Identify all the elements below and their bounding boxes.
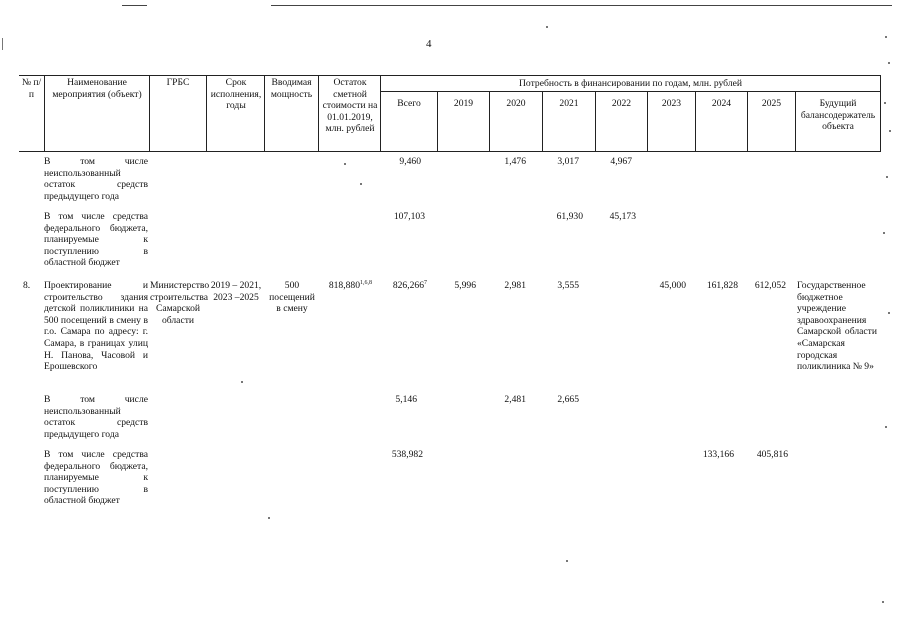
- row-3-2021: 3,555: [557, 280, 579, 291]
- row-3-holder: Государственное бюджетное учреждение здравоохранения Самарской области «Самарская городская поликлиника № 9»: [797, 280, 877, 373]
- row-3-2020: 2,981: [504, 280, 526, 291]
- row-1-2021: 3,017: [557, 156, 579, 167]
- scan-speck: [2, 38, 3, 50]
- header-financing: Потребность в финансировании по годам, млн. рублей: [519, 78, 742, 89]
- row-3-capacity: 500 посещений в смену: [269, 280, 315, 315]
- header-grbs: ГРБС: [166, 77, 190, 88]
- row-3-2019: 5,996: [454, 280, 476, 291]
- col-divider: [318, 75, 319, 152]
- header-total: Всего: [397, 98, 421, 109]
- row-3-name: Проектирование и строительство здания детской поликлиники на 500 посещений в смену в г.о. Самара по адресу: г. Самара, в границах улиц Н. Панова, Часовой и Ерошевского: [44, 280, 148, 373]
- scan-speck: [885, 426, 887, 428]
- row-2-name: В том числе средства федерального бюджета, планируемые к поступлению в областной бюджет: [44, 211, 148, 269]
- row-2-2022: 45,173: [609, 211, 636, 222]
- header-2021: 2021: [559, 98, 579, 109]
- row-3-total-value: 826,266: [392, 280, 424, 291]
- header-2023: 2023: [661, 98, 682, 109]
- row-1-name: В том числе неиспользованный остаток средств предыдущего года: [44, 156, 148, 202]
- scan-speck: [546, 26, 548, 28]
- header-term: Срок исполнения, годы: [210, 77, 262, 112]
- row-5-total: 538,982: [391, 449, 423, 460]
- scan-speck: [882, 601, 884, 603]
- col-divider: [880, 75, 881, 152]
- header-2020: 2020: [506, 98, 526, 109]
- row-5-name: В том числе средства федерального бюджета, планируемые к поступлению в областной бюджет: [44, 449, 148, 507]
- col-divider: [795, 91, 796, 152]
- scan-speck: [884, 102, 886, 104]
- row-3-2024: 161,828: [706, 280, 738, 291]
- row-3-remainder-footnote: 1,6,8: [360, 279, 372, 286]
- scan-speck: [241, 381, 243, 383]
- scan-edge-top: [271, 5, 892, 6]
- financing-subheader-rule: [380, 91, 881, 92]
- header-2024: 2024: [711, 98, 732, 109]
- header-capacity: Вводимая мощность: [270, 77, 313, 100]
- row-4-2020: 2,481: [504, 394, 526, 405]
- row-3-2025: 612,052: [754, 280, 786, 291]
- header-2022: 2022: [611, 98, 632, 109]
- row-3-2023: 45,000: [659, 280, 686, 291]
- row-4-total: 5,146: [395, 394, 417, 405]
- scan-speck: [889, 130, 891, 132]
- row-4-name: В том числе неиспользованный остаток средств предыдущего года: [44, 394, 148, 440]
- scan-speck: [885, 36, 887, 38]
- scan-speck: [888, 62, 890, 64]
- scan-speck: [886, 176, 888, 178]
- header-remainder: Остаток сметной стоимости на 01.01.2019, млн. рублей: [322, 77, 378, 135]
- row-5-2024: 133,166: [702, 449, 734, 460]
- header-2025: 2025: [761, 98, 782, 109]
- scan-speck: [888, 312, 890, 314]
- header-name: Наименование мероприятия (объект): [52, 77, 142, 100]
- scan-speck: [268, 517, 270, 519]
- row-3-total: [381, 280, 427, 292]
- scan-speck: [883, 232, 885, 234]
- header-holder: Будущий балансодержатель объекта: [800, 98, 876, 133]
- row-3-term: 2019 – 2021, 2023 –2025: [210, 280, 262, 303]
- row-3-remainder-value: 818,880: [328, 280, 360, 291]
- page-number: 4: [426, 38, 432, 50]
- header-2019: 2019: [453, 98, 474, 109]
- scan-speck: [566, 560, 568, 562]
- row-2-2021: 61,930: [556, 211, 583, 222]
- row-4-2021: 2,665: [557, 394, 579, 405]
- row-3-grbs: Министерство строительства Самарской области: [150, 280, 210, 326]
- row-1-2022: 4,967: [610, 156, 632, 167]
- col-divider: [44, 75, 45, 152]
- row-3-total-footnote: 7: [424, 279, 427, 286]
- scan-speck: [360, 183, 362, 185]
- row-1-2020: 1,476: [504, 156, 526, 167]
- scan-speck: [344, 163, 346, 165]
- row-2-total: 107,103: [393, 211, 425, 222]
- row-3-remainder: [320, 280, 372, 292]
- row-5-2025: 405,816: [756, 449, 788, 460]
- scan-edge-top-left: [122, 5, 147, 6]
- row-3-num: 8.: [23, 280, 31, 291]
- col-divider: [206, 75, 207, 152]
- row-1-total: 9,460: [399, 156, 421, 167]
- header-num: № п/п: [21, 77, 42, 100]
